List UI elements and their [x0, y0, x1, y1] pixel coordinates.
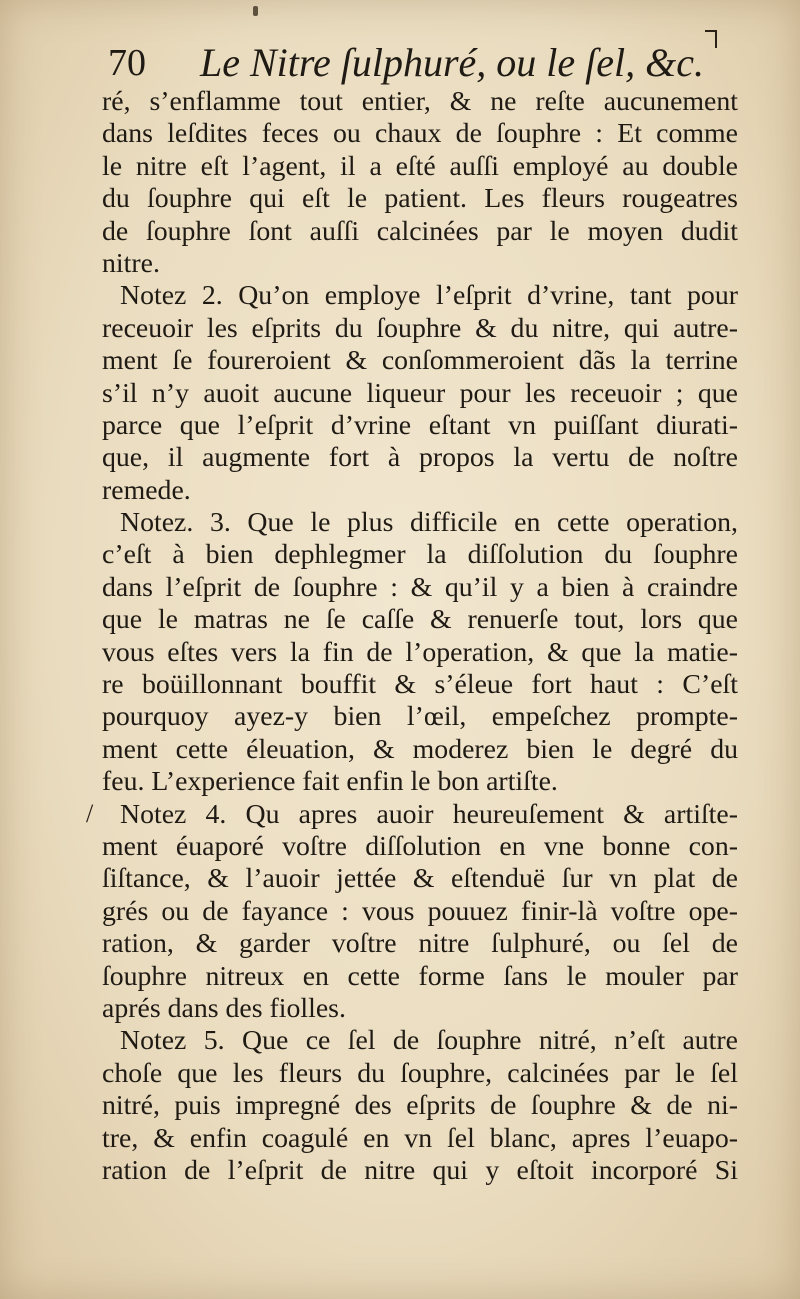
text-line: remede. — [102, 474, 191, 506]
page-header — [108, 38, 708, 88]
text-line: nitre. — [102, 247, 160, 279]
text-line: Notez. 3. Que le plus difficile en cette operation, — [120, 507, 738, 539]
text-line: que, il augmente fort à propos la vertu de noſtre — [102, 442, 738, 474]
text-line: Notez 2. Qu’on employe l’eſprit d’vrine, tant pour — [120, 280, 738, 312]
text-line: le nitre eſt l’agent, il a eſté auſſi employé au double — [102, 150, 738, 182]
text-line: ſiſtance, & l’auoir jettée & eſtenduë ſur vn plat de — [102, 863, 738, 895]
text-line: pourquoy ayez-y bien l’œil, empeſchez prompte- — [102, 701, 738, 733]
text-line: de ſouphre ſont auſſi calcinées par le moyen dudit — [102, 215, 738, 247]
body-text — [102, 86, 738, 1187]
text-line: choſe que les fleurs du ſouphre, calcinées par le ſel — [102, 1057, 738, 1089]
text-line: ration de l’eſprit de nitre qui y eſtoit incorporé Si — [102, 1154, 738, 1186]
text-line: vous eſtes vers la fin de l’operation, & que la matie- — [102, 636, 738, 668]
text-line: Notez 4. Qu apres auoir heureuſement & artiſte- — [120, 798, 738, 830]
text-line: nitré, puis impregné des eſprits de ſouphre & de ni- — [102, 1090, 738, 1122]
text-line: ſouphre nitreux en cette forme ſans le mouler par — [102, 960, 738, 992]
text-line: dans leſdites feces ou chaux de ſouphre : Et comme — [102, 118, 738, 150]
text-line: re boüillonnant bouffit & s’éleue fort haut : C’eſt — [102, 669, 738, 701]
text-line: s’il n’y auoit aucune liqueur pour les receuoir ; que — [102, 377, 738, 409]
text-line: du ſouphre qui eſt le patient. Les fleurs rougeatres — [102, 183, 738, 215]
running-title: Le Nitre ſulphuré, ou le ſel, &c. — [200, 40, 705, 85]
text-line: ment ſe foureroient & conſommeroient dãs la terrine — [102, 345, 738, 377]
ink-speck — [253, 6, 258, 16]
text-line: Notez 5. Que ce ſel de ſouphre nitré, n’eſt autre — [120, 1025, 738, 1057]
text-line: tre, & enfin coagulé en vn ſel blanc, apres l’euapo- — [102, 1122, 738, 1154]
text-line: grés ou de fayance : vous pouuez finir-là voſtre ope- — [102, 895, 738, 927]
text-line: que le matras ne ſe caſſe & renuerſe tout, lors que — [102, 604, 738, 636]
page-number: 70 — [108, 42, 146, 84]
text-line: dans l’eſprit de ſouphre : & qu’il y a bien à craindre — [102, 571, 738, 603]
text-line: receuoir les eſprits du ſouphre & du nitre, qui autre- — [102, 312, 738, 344]
text-line: aprés dans des fiolles. — [102, 992, 346, 1024]
text-line: ration, & garder voſtre nitre ſulphuré, ou ſel de — [102, 928, 738, 960]
text-line: parce que l’eſprit d’vrine eſtant vn puiſſant diurati- — [102, 409, 738, 441]
text-line: ment éuaporé voſtre diſſolution en vne bonne con- — [102, 830, 738, 862]
text-line: ment cette éleuation, & moderez bien le degré du — [102, 733, 738, 765]
text-line: ré, s’enflamme tout entier, & ne reſte aucunement — [102, 86, 738, 117]
text-line: c’eſt à bien dephlegmer la diſſolution du ſouphre — [102, 539, 738, 571]
margin-slash-mark: / — [86, 799, 94, 828]
text-line: feu. L’experience fait enfin le bon artiſte. — [102, 766, 558, 798]
